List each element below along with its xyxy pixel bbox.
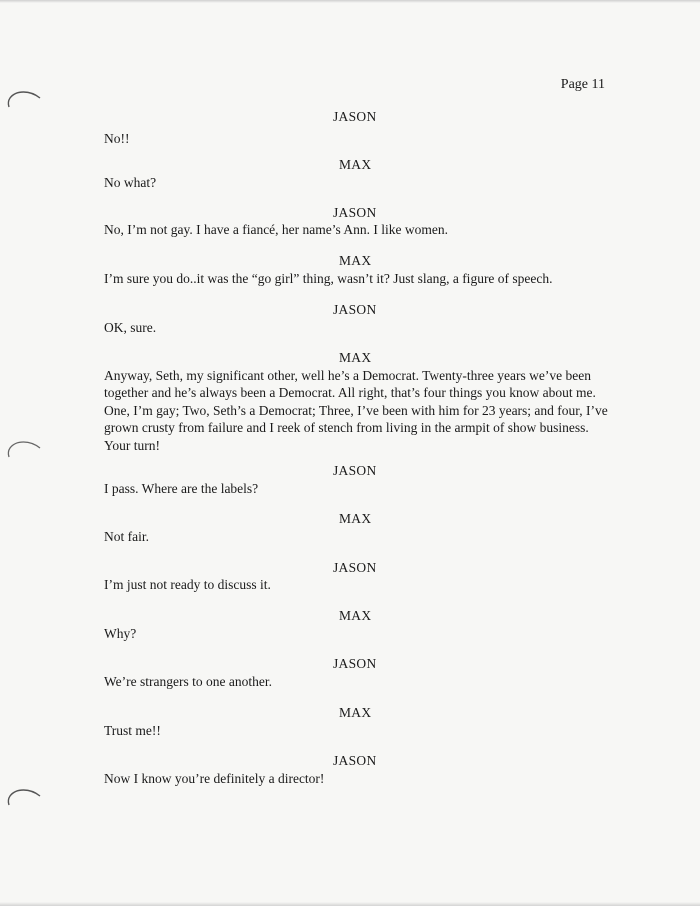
dialogue-line: Anyway, Seth, my significant other, well he’s a Democrat. Twenty-three years we’ve been together and he’s always been a Democrat. All right, that’s four things you know about me. One, I’m gay; Two, Seth’s a Democrat; Three, I’ve been with him for 23 years; and four, I’ve grown crusty from failure and I reek of stench from living in the armpit of show business. Your turn! xyxy=(104,368,608,453)
character-name: JASON xyxy=(333,205,377,220)
character-name: JASON xyxy=(333,753,377,768)
dialogue-line: No!! xyxy=(104,131,130,146)
character-name: MAX xyxy=(339,608,372,623)
dialogue-line: I’m sure you do..it was the “go girl” thing, wasn’t it? Just slang, a figure of speech. xyxy=(104,271,553,286)
dialogue-line: We’re strangers to one another. xyxy=(104,674,272,689)
character-name: MAX xyxy=(339,253,372,268)
character-name: JASON xyxy=(333,656,377,671)
character-name: JASON xyxy=(333,560,377,575)
binder-hole-mark-top xyxy=(4,88,44,114)
dialogue-line: No what? xyxy=(104,175,157,190)
dialogue-line: I pass. Where are the labels? xyxy=(104,481,259,496)
dialogue-line: Not fair. xyxy=(104,529,149,544)
dialogue-line: OK, sure. xyxy=(104,320,157,335)
dialogue-line: Now I know you’re definitely a director! xyxy=(104,771,325,786)
scan-top-edge xyxy=(0,0,700,3)
character-name: MAX xyxy=(339,350,372,365)
dialogue-line: Why? xyxy=(104,626,137,641)
character-name: JASON xyxy=(333,463,377,478)
dialogue-line: Trust me!! xyxy=(104,723,161,738)
character-name: JASON xyxy=(333,109,377,124)
character-name: MAX xyxy=(339,705,372,720)
character-name: JASON xyxy=(333,302,377,317)
scan-bottom-edge xyxy=(0,902,700,906)
binder-hole-mark-bottom xyxy=(4,786,44,812)
page-number: Page 11 xyxy=(560,77,605,92)
dialogue-line: I’m just not ready to discuss it. xyxy=(104,577,271,592)
binder-hole-mark-middle xyxy=(4,438,44,464)
dialogue-line: No, I’m not gay. I have a fiancé, her name’s Ann. I like women. xyxy=(104,222,449,237)
character-name: MAX xyxy=(339,157,372,172)
character-name: MAX xyxy=(339,511,372,526)
